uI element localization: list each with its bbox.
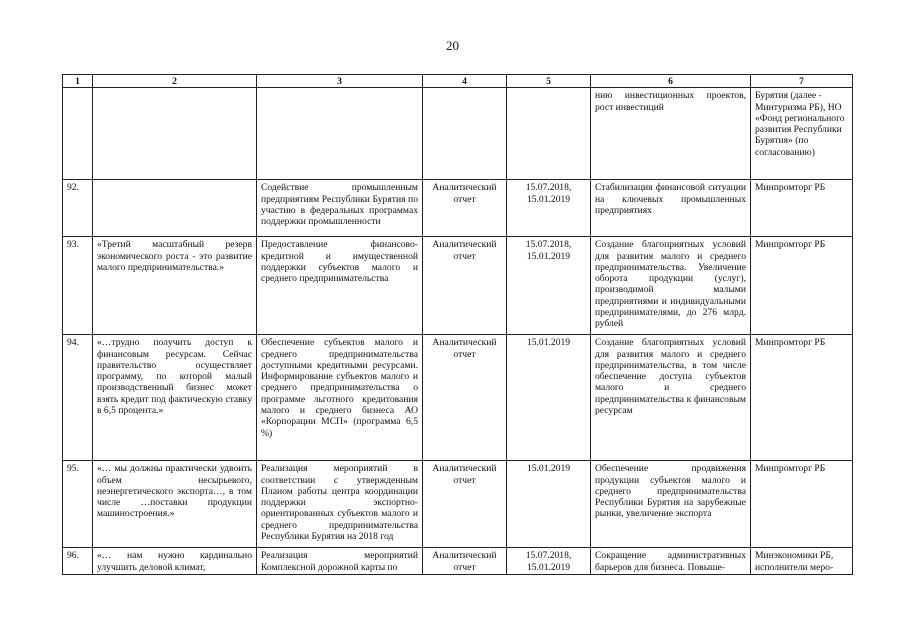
- president-quote: [93, 88, 257, 180]
- president-quote: «…трудно получить доступ к финансовым ресурсам. Сейчас правительство осуществляет программу, по которой малый производственный бизнес может взять кредит под фактическую ставку в 6,5 процента.»: [93, 335, 257, 461]
- deadline: 15.01.2019: [507, 461, 591, 548]
- report-form: Аналитический отчет: [423, 461, 507, 548]
- responsible-party: Бурятия (далее - Минтуризма РБ), НО «Фонд регионального развития Республики Бурятия» (по согласованию): [751, 88, 853, 180]
- row-number: 95.: [63, 461, 93, 548]
- measures-table: [62, 74, 853, 575]
- measure-description: Обеспечение субъектов малого и среднего предпринимательства доступными кредитными ресурсами. Информирование субъектов малого и среднего предпринимательства о программе льготного кредитования малого и среднего бизнеса АО «Корпорации МСП» (программа 6,5 %): [257, 335, 423, 461]
- measure-description: Реализация мероприятий Комплексной дорожной карты по: [257, 548, 423, 575]
- row-number: 96.: [63, 548, 93, 575]
- table-row: [63, 180, 853, 237]
- deadline: 15.07.2018, 15.01.2019: [507, 548, 591, 575]
- header-row: [63, 75, 853, 88]
- expected-result: Обеспечение продвижения продукции субъектов малого и среднего предпринимательства Республики Бурятия на зарубежные рынки, увеличение экспорта: [591, 461, 751, 548]
- column-header: 3: [257, 75, 423, 88]
- measure-description: [257, 88, 423, 180]
- expected-result: Создание благоприятных условий для развития малого и среднего предпринимательства. Увеличение оборота продукции (услуг), производимой малыми предприятиями и индивидуальными предпринимателями, до 276 млрд. рублей: [591, 237, 751, 335]
- table-row: [63, 335, 853, 461]
- report-form: Аналитический отчет: [423, 237, 507, 335]
- president-quote: [93, 180, 257, 237]
- responsible-party: Минпромторг РБ: [751, 180, 853, 237]
- column-header: 4: [423, 75, 507, 88]
- expected-result: Стабилизация финансовой ситуации на ключевых промышленных предприятиях: [591, 180, 751, 237]
- table-row: [63, 88, 853, 180]
- expected-result: Создание благоприятных условий для развития малого и среднего предпринимательства, в том числе обеспечение доступа субъектов малого и среднего предпринимательства к финансовым ресурсам: [591, 335, 751, 461]
- page-number: 20: [446, 38, 459, 53]
- row-number: [63, 88, 93, 180]
- row-number: 94.: [63, 335, 93, 461]
- responsible-party: Минэкономики РБ, исполнители меро-: [751, 548, 853, 575]
- president-quote: «… нам нужно кардинально улучшить деловой климат,: [93, 548, 257, 575]
- deadline: [507, 88, 591, 180]
- report-form: Аналитический отчет: [423, 335, 507, 461]
- column-header: 5: [507, 75, 591, 88]
- expected-result: нию инвестиционных проектов, рост инвестиций: [591, 88, 751, 180]
- deadline: 15.07.2018, 15.01.2019: [507, 180, 591, 237]
- table-row: [63, 237, 853, 335]
- responsible-party: Минпромторг РБ: [751, 461, 853, 548]
- responsible-party: Минпромторг РБ: [751, 335, 853, 461]
- measure-description: Реализация мероприятий в соответствии с утвержденным Планом работы центра координации поддержки экспортно-ориентированных субъектов малого и среднего предпринимательства Республики Бурятия на 2018 год: [257, 461, 423, 548]
- report-form: [423, 88, 507, 180]
- row-number: 92.: [63, 180, 93, 237]
- table-row: [63, 548, 853, 575]
- column-header: 6: [591, 75, 751, 88]
- measure-description: Предоставление финансово-кредитной и имущественной поддержки субъектов малого и среднего предпринимательства: [257, 237, 423, 335]
- responsible-party: Минпромторг РБ: [751, 237, 853, 335]
- report-form: Аналитический отчет: [423, 180, 507, 237]
- expected-result: Сокращение административных барьеров для бизнеса. Повыше-: [591, 548, 751, 575]
- deadline: 15.01.2019: [507, 335, 591, 461]
- deadline: 15.07.2018, 15.01.2019: [507, 237, 591, 335]
- column-header: 1: [63, 75, 93, 88]
- president-quote: «Третий масштабный резерв экономического роста - это развитие малого предпринимательства.»: [93, 237, 257, 335]
- measure-description: Содействие промышленным предприятиям Республики Бурятия по участию в федеральных программах поддержки промышленности: [257, 180, 423, 237]
- column-header: 7: [751, 75, 853, 88]
- table-row: [63, 461, 853, 548]
- president-quote: «… мы должны практически удвоить объем несырьевого, неэнергетического экспорта…, в том числе …поставки продукции машиностроения.»: [93, 461, 257, 548]
- report-form: Аналитический отчет: [423, 548, 507, 575]
- row-number: 93.: [63, 237, 93, 335]
- column-header: 2: [93, 75, 257, 88]
